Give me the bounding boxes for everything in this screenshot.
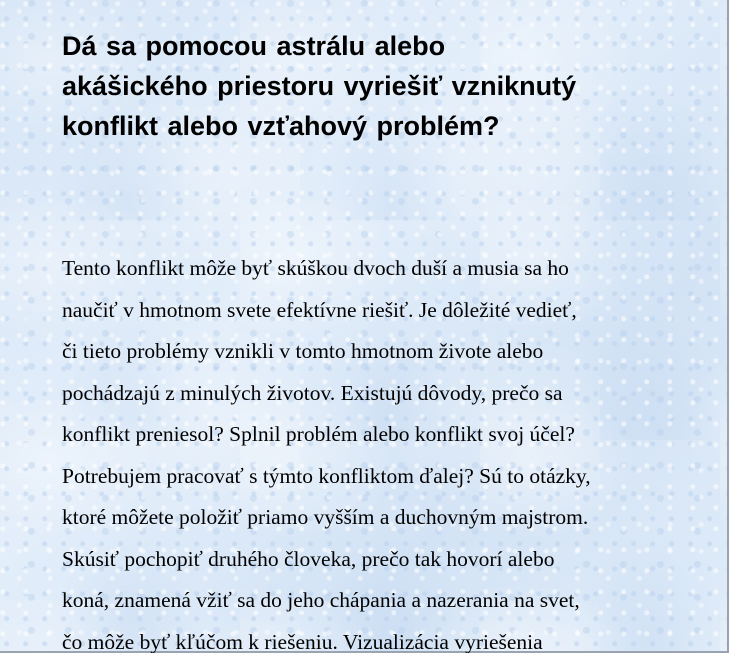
- body-line: Skúsiť pochopiť druhého človeka, prečo tak hovorí alebo: [62, 546, 555, 571]
- title-line: konflikt alebo vzťahový problém?: [62, 111, 500, 141]
- body-line: ktoré môžete položiť priamo vyšším a duchovným majstrom.: [62, 505, 589, 529]
- slide-body-text: [62, 248, 702, 653]
- slide-title: [62, 26, 692, 146]
- body-line: naučiť v hmotnom svete efektívne riešiť. Je dôležité vedieť,: [62, 297, 577, 322]
- title-line: akášického priestoru vyriešiť vzniknutý: [62, 71, 577, 101]
- body-line: Potrebujem pracovať s týmto konfliktom ďalej? Sú to otázky,: [62, 463, 591, 488]
- title-line: Dá sa pomocou astrálu alebo: [62, 31, 446, 61]
- body-line: koná, znamená vžiť sa do jeho chápania a nazerania na svet,: [62, 588, 580, 612]
- body-line: čo môže byť kľúčom k riešeniu. Vizualizácia vyriešenia: [62, 629, 543, 653]
- body-line: Tento konflikt môže byť skúškou dvoch duší a musia sa ho: [62, 256, 569, 280]
- body-line: pochádzajú z minulých životov. Existujú dôvody, prečo sa: [62, 380, 563, 405]
- body-line: konflikt preniesol? Splnil problém alebo konflikt svoj účel?: [62, 422, 575, 446]
- body-line: či tieto problémy vznikli v tomto hmotnom živote alebo: [62, 339, 544, 363]
